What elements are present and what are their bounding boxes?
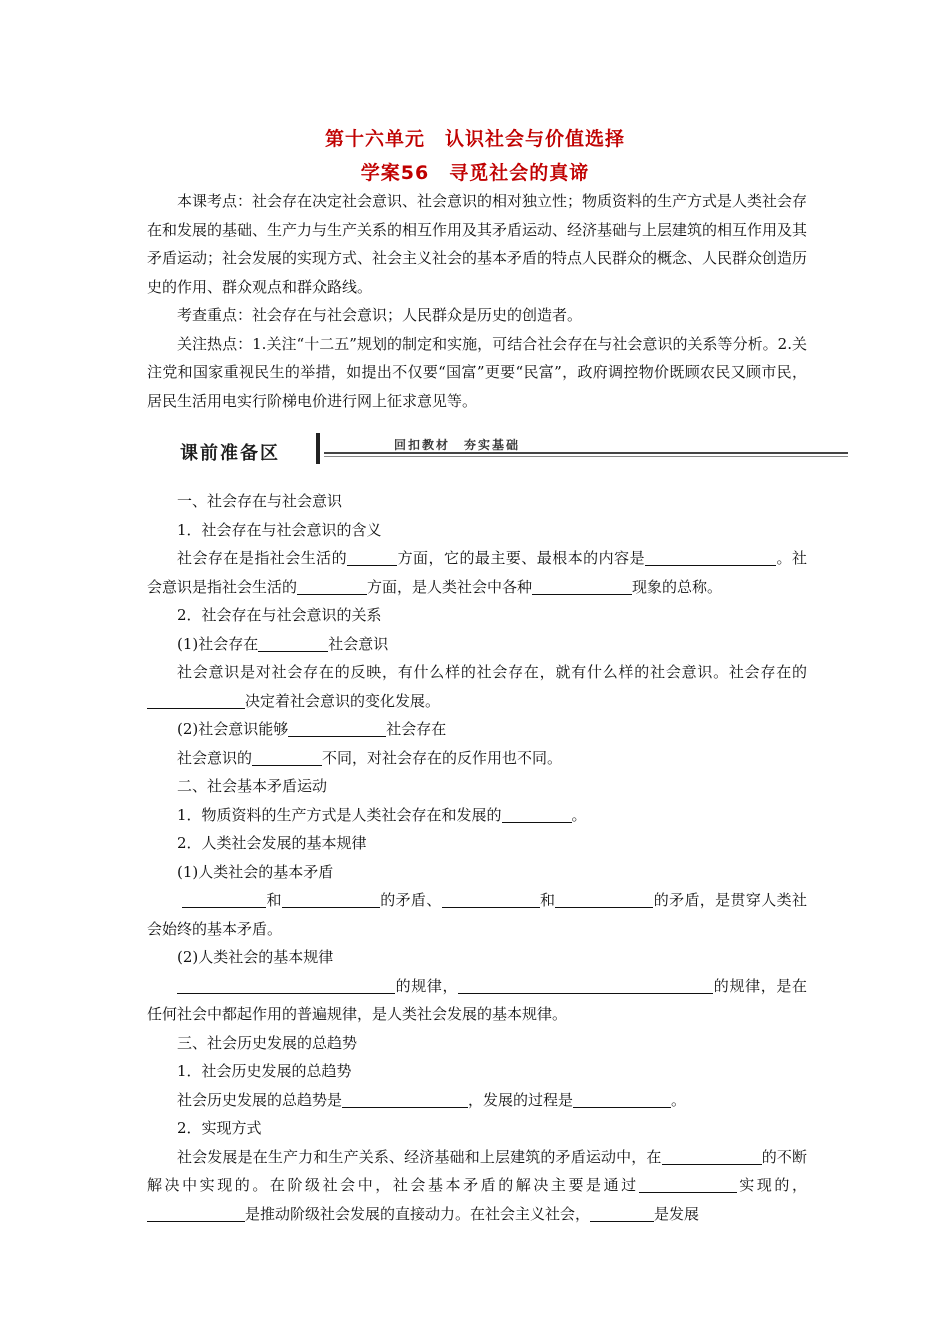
paragraph: (2)社会意识能够 社会存在 (177, 720, 447, 738)
paragraph: 社会意识的 不同，对社会存在的反作用也不同。 (177, 748, 563, 767)
fill-blank[interactable] (177, 977, 395, 994)
paragraph: 和 的矛盾、 和 的矛盾，是贯穿人类社会始终的基本矛盾。 (147, 891, 807, 938)
lesson-title: 学案56 寻觅社会的真谛 (360, 162, 590, 184)
fill-blank[interactable] (768, 549, 776, 566)
heading-1: 一、社会存在与社会意识 (177, 492, 343, 510)
heading-3: 三、社会历史发展的总趋势 (177, 1033, 358, 1052)
paragraph: 的规律， 的规律，是在任何社会中都起作用的普遍规律，是人类社会发展的基本规律。 (147, 976, 807, 1023)
fill-blank[interactable] (662, 1148, 748, 1165)
exam-points: 本课考点：社会存在决定社会意识、社会意识的相对独立性；物质资料的生产方式是人类社会存在和发展的基础、生产力与生产关系的相互作用及其矛盾运动、经济基础与上层建筑的相互作用及其矛盾运动；社会发展的实现方式、社会主义社会的基本矛盾的特点人民群众的概念、人民群众创造历史的作用、群众观点和群众路线。 (147, 192, 808, 296)
fill-blank[interactable] (182, 891, 266, 908)
heading-2: 二、社会基本矛盾运动 (177, 777, 328, 795)
subheading-3-2: 2．实现方式 (177, 1119, 262, 1137)
fill-blank[interactable] (532, 578, 632, 595)
fill-blank[interactable] (590, 1205, 654, 1222)
subheading-1-2: 2．社会存在与社会意识的关系 (177, 606, 382, 624)
fill-blank[interactable] (502, 806, 572, 823)
fill-blank[interactable] (252, 749, 322, 766)
subheading-2-2-1: (1)人类社会的基本矛盾 (177, 862, 334, 881)
subheading-1-1: 1．社会存在与社会意识的含义 (177, 520, 382, 539)
fill-blank[interactable] (748, 1148, 762, 1165)
paragraph: 1．物质资料的生产方式是人类社会存在和发展的 。 (177, 805, 587, 824)
fill-blank[interactable] (639, 1176, 737, 1193)
fill-blank[interactable] (282, 891, 380, 908)
paragraph: (1)社会存在 社会意识 (177, 634, 389, 653)
banner-divider (316, 433, 320, 464)
fill-blank[interactable] (258, 635, 328, 652)
hot-topics: 关注热点：1.关注“十二五”规划的制定和实施，可结合社会存在与社会意识的关系等分析。2.关注党和国家重视民生的举措，如提出不仅要“国富”更要“民富”，政府调控物价既顾农民又顾市民，居民生活用电实行阶梯电价进行网上征求意见等。 (147, 334, 807, 410)
fill-blank[interactable] (645, 549, 768, 566)
intro-section (147, 187, 807, 415)
paragraph: 社会历史发展的总趋势是 ，发展的过程是 。 (177, 1090, 687, 1109)
fill-blank[interactable] (555, 891, 653, 908)
fill-blank[interactable] (342, 1091, 468, 1108)
fill-blank[interactable] (147, 692, 245, 709)
subheading-2-2-2: (2)人类社会的基本规律 (177, 948, 334, 966)
subheading-3-1: 1．社会历史发展的总趋势 (177, 1062, 352, 1080)
banner-title: 课前准备区 (180, 443, 280, 464)
banner-subtitle: 回扣教材 夯实基础 (394, 438, 521, 452)
subheading-2-2: 2．人类社会发展的基本规律 (177, 834, 367, 852)
fill-blank[interactable] (458, 977, 713, 994)
section-banner (176, 430, 848, 470)
fill-blank[interactable] (147, 1205, 245, 1222)
fill-blank[interactable] (297, 578, 367, 595)
paragraph: 社会存在是指社会生活的 方面，它的最主要、最根本的内容是 。社会意识是指社会生活的 方面，是人类社会中各种 现象的总称。 (147, 549, 807, 596)
paragraph: 社会意识是对社会存在的反映，有什么样的社会存在，就有什么样的社会意识。社会存在的决定着社会意识的变化发展。 (147, 658, 807, 715)
worksheet-body (147, 487, 807, 1228)
unit-title: 第十六单元 认识社会与价值选择 (324, 128, 625, 150)
fill-blank[interactable] (573, 1091, 671, 1108)
fill-blank[interactable] (442, 891, 540, 908)
paragraph: 社会发展是在生产力和生产关系、经济基础和上层建筑的矛盾运动中，在 的不断解决中实现的。在阶级社会中，社会基本矛盾的解决主要是通过 实现的，是推动阶级社会发展的直接动力。在社会主义社会， 是发展 (147, 1147, 807, 1223)
fill-blank[interactable] (288, 720, 386, 737)
fill-blank[interactable] (347, 549, 397, 566)
banner-rule-thin (324, 456, 848, 457)
exam-focus: 考查重点：社会存在与社会意识；人民群众是历史的创造者。 (177, 306, 583, 324)
